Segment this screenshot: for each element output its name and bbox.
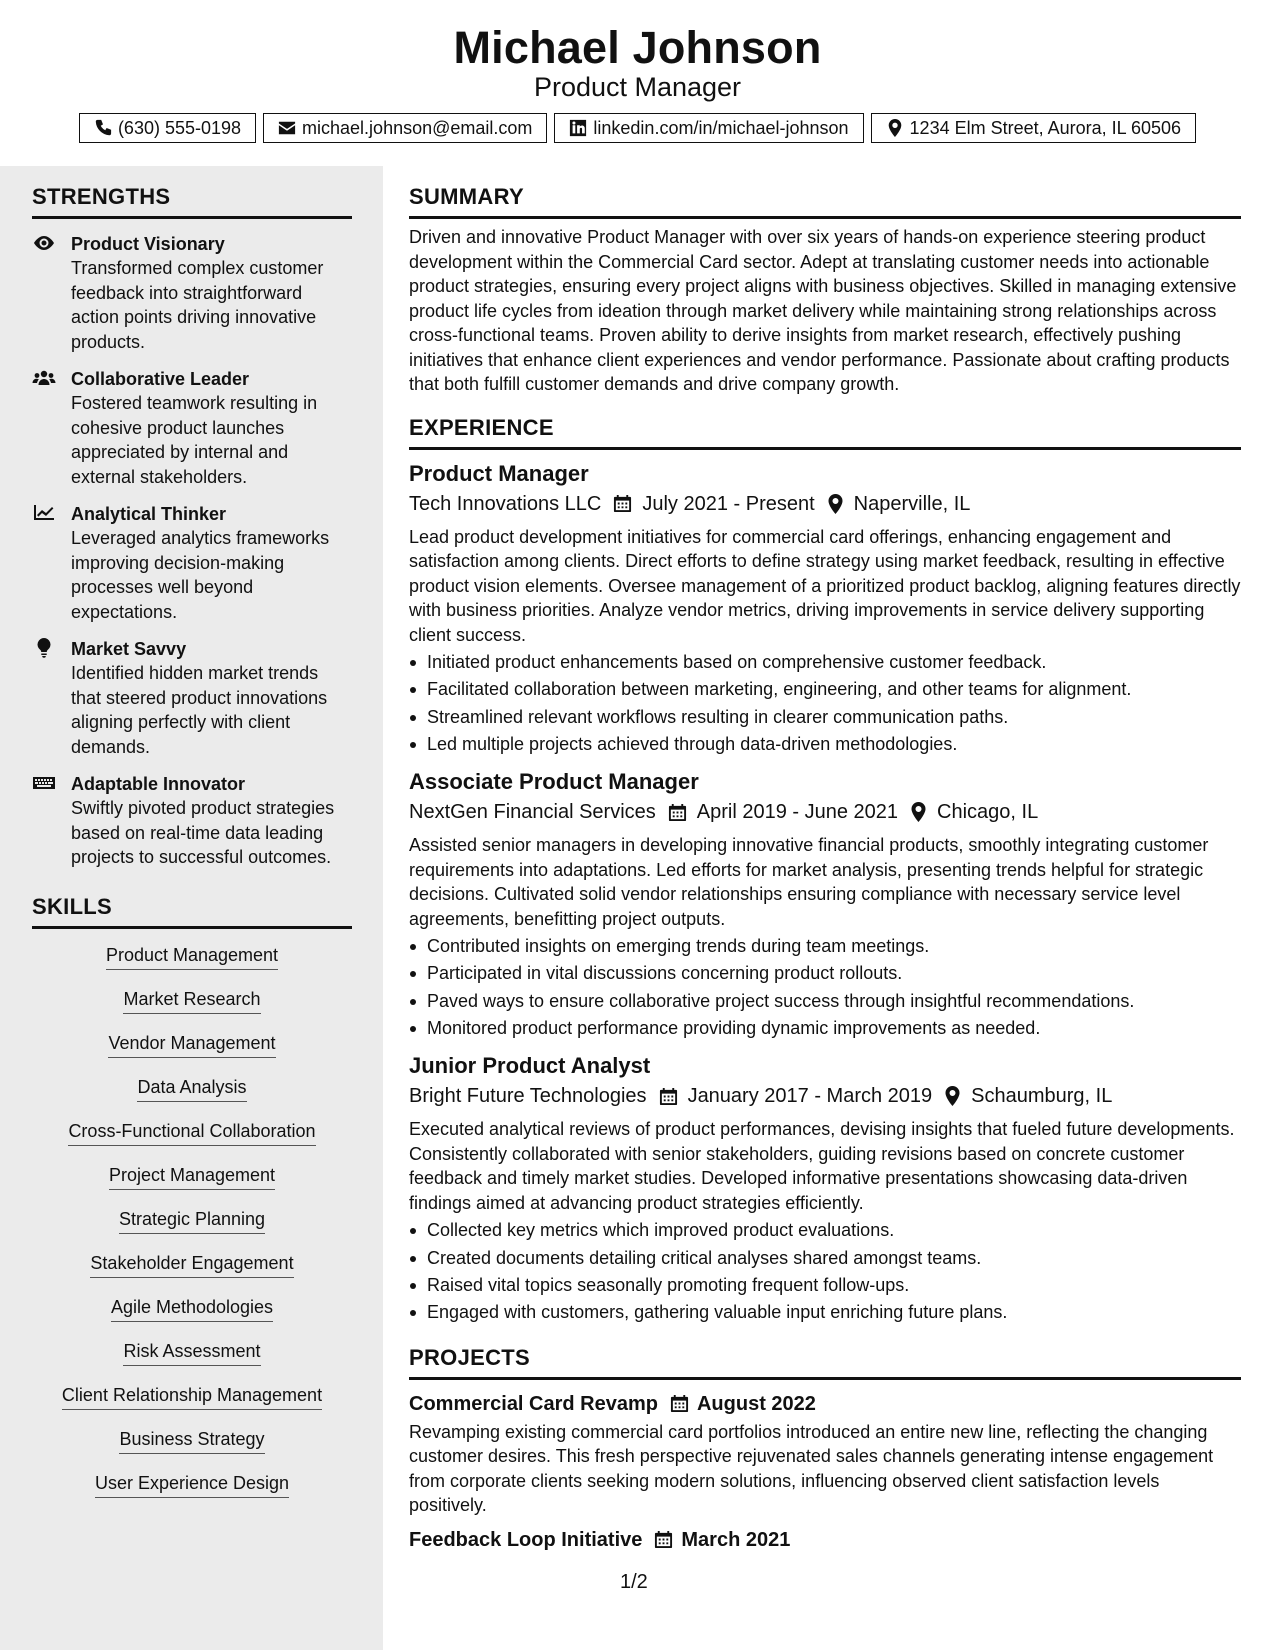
job-bullet: Participated in vital discussions concerning product rollouts. xyxy=(409,960,1241,987)
experience-heading: EXPERIENCE xyxy=(409,415,1241,450)
skills-heading: SKILLS xyxy=(32,894,352,929)
job-bullet: Paved ways to ensure collaborative project success through insightful recommendations. xyxy=(409,988,1241,1015)
envelope-icon xyxy=(278,119,296,137)
projects-heading: PROJECTS xyxy=(409,1345,1241,1380)
project-description: Revamping existing commercial card portfolios introduced an entire new line, reflecting the changing customer desires. This fresh perspective rejuvenated sales channels generating intense engagement from corporate clients seeking modern solutions, influencing observed client satisfaction levels positively. xyxy=(409,1421,1214,1516)
strength-desc: Leveraged analytics frameworks improving decision-making processes well beyond expectations. xyxy=(71,528,330,622)
job-entry xyxy=(409,1051,1241,1326)
job-bullet: Initiated product enhancements based on comprehensive customer feedback. xyxy=(409,649,1241,676)
project-entry xyxy=(409,1526,1241,1554)
job-company: Tech Innovations LLC xyxy=(409,492,602,515)
skill-item: Business Strategy xyxy=(119,1427,264,1454)
strength-item xyxy=(32,367,352,489)
summary-heading: SUMMARY xyxy=(409,184,1241,219)
job-description: Assisted senior managers in developing innovative financial products, smoothly integrating customer requirements into adaptations. Led efforts for market analysis, presenting trends helpful for strategic decisions. Cultivated solid vendor relationships ensuring compliance with necessary service level agreements, benefitting project outputs. xyxy=(409,835,1209,929)
chart-line-icon xyxy=(32,503,56,523)
strength-desc: Transformed complex customer feedback into straightforward action points driving innovative products. xyxy=(71,258,324,352)
job-meta xyxy=(409,1081,1241,1111)
strength-title: Analytical Thinker xyxy=(71,504,227,524)
strength-item xyxy=(32,502,352,624)
strength-title: Collaborative Leader xyxy=(71,369,250,389)
job-bullets xyxy=(409,1217,1241,1326)
skill-item: Risk Assessment xyxy=(123,1339,260,1366)
job-bullet: Monitored product performance providing dynamic improvements as needed. xyxy=(409,1015,1241,1042)
job-bullet: Contributed insights on emerging trends during team meetings. xyxy=(409,933,1241,960)
job-dates: July 2021 - Present xyxy=(642,492,815,515)
job-entry xyxy=(409,459,1241,759)
project-title-row xyxy=(409,1390,1241,1418)
strength-title: Market Savvy xyxy=(71,639,187,659)
job-title: Associate Product Manager xyxy=(409,769,699,795)
job-description: Lead product development initiatives for commercial card offerings, enhancing engagement and satisfaction among clients. Direct efforts to define strategy using market feedback, resulting in effective product vision elements. Oversee management of a prioritized product backlog, aligning features directly with business priorities. Analyze vendor metrics, driving improvements in service delivery supporting client success. xyxy=(409,526,1241,645)
job-title: Junior Product Analyst xyxy=(409,1053,651,1079)
project-title: Feedback Loop Initiative xyxy=(409,1528,643,1551)
strength-desc: Identified hidden market trends that steered product innovations aligning perfectly with client demands. xyxy=(71,663,328,757)
skill-item: Vendor Management xyxy=(108,1031,275,1058)
skill-item: Agile Methodologies xyxy=(111,1295,273,1322)
contact-linkedin-text: linkedin.com/in/michael-johnson xyxy=(593,117,849,138)
eye-icon xyxy=(32,233,56,253)
contact-email[interactable] xyxy=(263,113,547,143)
contact-phone-text: (630) 555-0198 xyxy=(117,117,242,138)
contact-address xyxy=(871,113,1197,143)
candidate-role: Product Manager xyxy=(533,72,742,102)
contact-address-text: 1234 Elm Street, Aurora, IL 60506 xyxy=(909,117,1182,138)
page-number: 1/2 xyxy=(620,1571,648,1593)
job-company: Bright Future Technologies xyxy=(409,1085,647,1108)
job-bullets xyxy=(409,933,1241,1042)
job-bullet: Led multiple projects achieved through data-driven methodologies. xyxy=(409,731,1241,758)
job-entry xyxy=(409,767,1241,1042)
main-column xyxy=(409,166,1241,1554)
candidate-name: Michael Johnson xyxy=(453,22,822,73)
calendar-icon xyxy=(654,1530,673,1549)
job-location: Chicago, IL xyxy=(937,801,1039,824)
sidebar xyxy=(0,166,383,1650)
map-pin-icon xyxy=(886,119,904,137)
strength-item xyxy=(32,637,352,759)
calendar-icon xyxy=(670,1394,689,1413)
job-bullet: Raised vital topics seasonally promoting frequent follow-ups. xyxy=(409,1272,1241,1299)
phone-icon xyxy=(94,119,112,137)
map-pin-icon xyxy=(827,494,844,514)
job-dates: January 2017 - March 2019 xyxy=(687,1085,933,1108)
skill-item: Strategic Planning xyxy=(119,1207,265,1234)
skill-item: User Experience Design xyxy=(95,1471,289,1498)
job-bullet: Collected key metrics which improved product evaluations. xyxy=(409,1217,1241,1244)
job-bullet: Streamlined relevant workflows resulting in clearer communication paths. xyxy=(409,704,1241,731)
contact-linkedin[interactable] xyxy=(554,113,863,143)
job-meta xyxy=(409,489,1241,519)
project-date: August 2022 xyxy=(696,1392,816,1415)
strength-item xyxy=(32,772,352,870)
map-pin-icon xyxy=(944,1086,961,1106)
strength-title: Adaptable Innovator xyxy=(71,774,246,794)
project-title: Commercial Card Revamp xyxy=(409,1392,658,1415)
users-icon xyxy=(32,368,56,388)
job-dates: April 2019 - June 2021 xyxy=(696,801,899,824)
keyboard-icon xyxy=(32,773,56,793)
skill-item: Project Management xyxy=(109,1163,275,1190)
calendar-icon xyxy=(659,1087,678,1106)
skill-item: Cross-Functional Collaboration xyxy=(68,1119,315,1146)
job-meta xyxy=(409,797,1241,827)
calendar-icon xyxy=(613,494,632,513)
contact-phone[interactable] xyxy=(79,113,256,143)
summary-text: Driven and innovative Product Manager with over six years of hands-on experience steering product development within the Commercial Card sector. Adept at translating customer needs into actionable product strategies, ensuring every project aligns with business objectives. Skilled in managing extensive product life cycles from ideation through market delivery while maintaining strong relationships across cross-functional teams. Proven ability to derive insights from market research, effectively pushing initiatives that enhance client experiences and vendor performance. Passionate about crafting products that both fulfill customer demands and drive company growth. xyxy=(409,227,1237,394)
contact-email-text: michael.johnson@email.com xyxy=(302,117,533,138)
job-bullet: Facilitated collaboration between marketing, engineering, and other teams for alignment. xyxy=(409,676,1241,703)
lightbulb-icon xyxy=(32,638,56,658)
calendar-icon xyxy=(668,803,687,822)
job-bullet: Engaged with customers, gathering valuable input enriching future plans. xyxy=(409,1299,1241,1326)
skills-list xyxy=(32,943,352,1515)
strength-item xyxy=(32,232,352,354)
job-bullets xyxy=(409,649,1241,758)
job-location: Naperville, IL xyxy=(853,492,971,515)
strengths-heading: STRENGTHS xyxy=(32,184,352,219)
skill-item: Market Research xyxy=(123,987,260,1014)
job-bullet: Created documents detailing critical analyses shared amongst teams. xyxy=(409,1245,1241,1272)
skill-item: Client Relationship Management xyxy=(62,1383,322,1410)
skill-item: Data Analysis xyxy=(137,1075,246,1102)
project-entry xyxy=(409,1390,1241,1518)
job-title: Product Manager xyxy=(409,460,589,486)
resume-header xyxy=(0,0,1275,160)
job-company: NextGen Financial Services xyxy=(409,801,656,824)
map-pin-icon xyxy=(910,802,927,822)
contact-bar xyxy=(0,113,1275,143)
project-title-row xyxy=(409,1526,1241,1554)
skill-item: Stakeholder Engagement xyxy=(90,1251,293,1278)
project-date: March 2021 xyxy=(681,1528,791,1551)
linkedin-icon xyxy=(569,119,587,137)
job-description: Executed analytical reviews of product performances, devising insights that fueled future developments. Consistently collaborated with senior stakeholders, guiding revisions based on concrete customer feedback and timely market studies. Developed informative presentations showcasing data-driven findings aimed at advancing product strategies efficiently. xyxy=(409,1119,1235,1213)
strength-title: Product Visionary xyxy=(71,234,225,254)
strength-desc: Swiftly pivoted product strategies based on real-time data leading projects to successful outcomes. xyxy=(71,798,335,867)
strength-desc: Fostered teamwork resulting in cohesive product launches appreciated by internal and external stakeholders. xyxy=(71,393,318,487)
job-location: Schaumburg, IL xyxy=(971,1085,1113,1108)
skill-item: Product Management xyxy=(106,943,278,970)
